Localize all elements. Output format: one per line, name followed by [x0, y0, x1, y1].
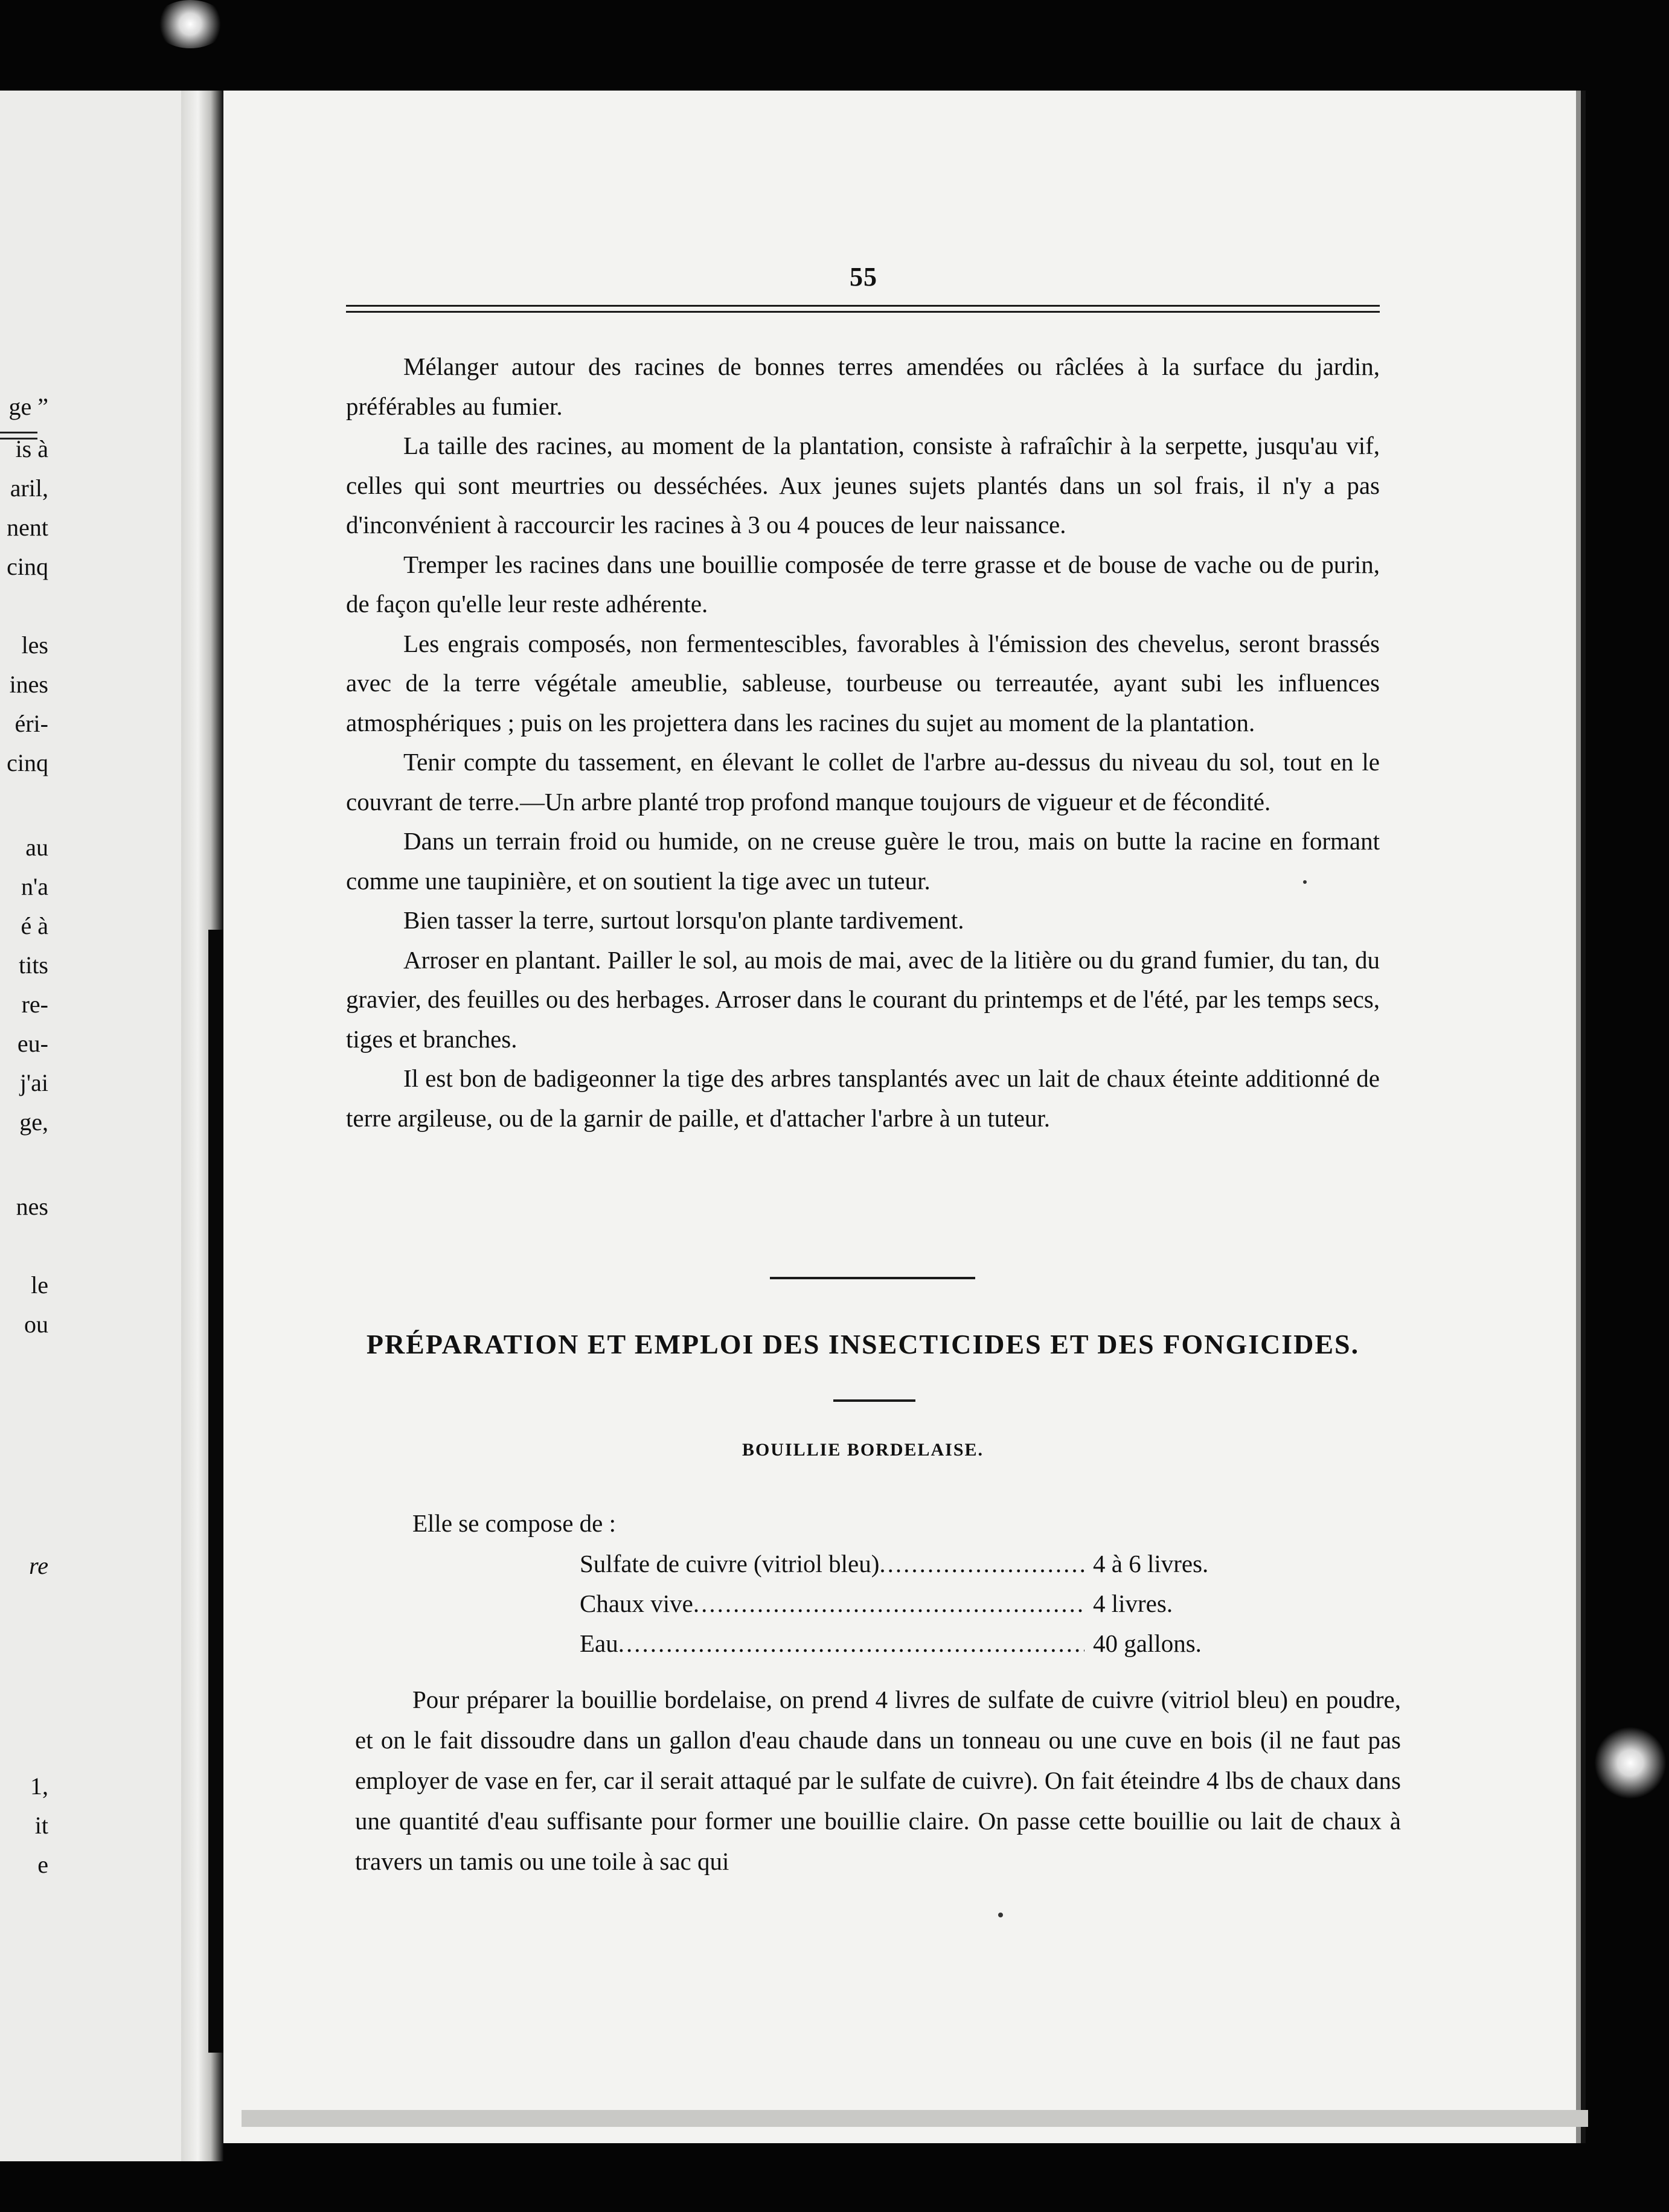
body-text-continued [355, 1680, 1401, 1882]
dot-leader [879, 1544, 1084, 1584]
previous-page-text-fragment: ge, [19, 1108, 48, 1136]
paragraph: Tremper les racines dans une bouillie composée de terre grasse et de bouse de vache ou de purin, de façon qu'elle leur reste adhérente. [346, 550, 1380, 618]
previous-page-text-fragment: au [25, 834, 48, 861]
previous-page-text-fragment: re- [21, 991, 48, 1018]
paragraph: Dans un terrain froid ou humide, on ne creuse guère le trou, mais on butte la racine en formant comme une taupinière, et on soutient la tige avec un tuteur. [346, 827, 1380, 895]
ink-speck [998, 1913, 1003, 1917]
ink-speck [1303, 880, 1307, 884]
previous-page [0, 91, 208, 2161]
section-title: PRÉPARATION ET EMPLOI DES INSECTICIDES ET DES FONGICIDES. [366, 1329, 1360, 1360]
previous-page-text-fragment: é à [21, 912, 48, 939]
previous-page-text-fragment: nent [7, 514, 48, 541]
previous-page-text-fragment: it [34, 1812, 48, 1839]
previous-page-text-fragment: aril, [10, 475, 48, 502]
recipe-ingredient: Chaux vive [580, 1590, 693, 1617]
previous-page-text-fragment: le [31, 1271, 48, 1299]
body-text [346, 347, 1380, 1138]
recipe-quantity: 4 livres. [1093, 1590, 1173, 1617]
recipe-intro: Elle se compose de : [412, 1509, 617, 1537]
previous-page-text-fragment: ge ” [8, 393, 48, 420]
page-bottom-edge [242, 2110, 1588, 2127]
dot-leader [618, 1623, 1084, 1663]
paragraph: Tenir compte du tassement, en élevant le collet de l'arbre au-dessus du niveau du sol, tout en le couvrant de terre.—Un arbre planté trop profond manque toujours de vigueur et de fécondité. [346, 748, 1380, 816]
previous-page-text-fragment: éri- [14, 710, 48, 737]
subsection-title: BOUILLIE BORDELAISE. [742, 1440, 984, 1460]
previous-page-text-fragment: 1, [30, 1772, 48, 1800]
previous-page-text-fragment: eu- [17, 1030, 48, 1057]
recipe-row [580, 1544, 1244, 1584]
previous-page-text-fragment: cinq [7, 553, 48, 580]
previous-page-text-fragment: nes [16, 1193, 48, 1220]
previous-page-text-fragment: cinq [7, 749, 48, 776]
dot-leader [693, 1584, 1084, 1623]
scan-glare [154, 0, 226, 48]
previous-page-text-fragment: n'a [21, 873, 48, 900]
paragraph: Pour préparer la bouillie bordelaise, on prend 4 livres de sulfate de cuivre (vitriol bleu) en poudre, et on le fait dissoudre dans un gallon d'eau chaude dans un tonneau ou une cuve en bois (il ne faut pas employer de vase en fer, car il serait attaqué par le sulfate de cuivre). On fait éteindre 4 lbs de chaux dans une quantité d'eau suffisante pour former une bouillie claire. On passe cette bouillie ou lait de chaux à travers un tamis ou une toile à sac qui [355, 1686, 1401, 1875]
recipe-quantity: 40 gallons. [1093, 1629, 1202, 1657]
section-divider [770, 1277, 975, 1279]
previous-page-text-fragment: tits [19, 951, 48, 979]
scan-glare [1594, 1727, 1667, 1799]
previous-page-text-fragment: les [21, 631, 48, 659]
previous-page-text-fragment: e [37, 1851, 48, 1878]
paragraph: Arroser en plantant. Pailler le sol, au mois de mai, avec de la litière ou du grand fumier, du tan, du gravier, des feuilles ou des herbages. Arroser dans le courant du printemps et de l'été, par les temps secs, tiges et branches. [346, 945, 1380, 1053]
paragraph: Il est bon de badigeonner la tige des arbres tansplantés avec un lait de chaux éteinte additionné de terre argileuse, ou de la garnir de paille, et d'attacher l'arbre à un tuteur. [346, 1064, 1380, 1132]
recipe-list [580, 1544, 1244, 1663]
previous-page-text-fragment: ines [9, 671, 48, 698]
page-number: 55 [850, 262, 877, 292]
previous-page-text-fragment: is à [15, 435, 48, 462]
recipe-row [580, 1623, 1244, 1663]
title-divider [833, 1399, 915, 1402]
paragraph: La taille des racines, au moment de la plantation, consiste à rafraîchir à la serpette, jusqu'au vif, celles qui sont meurtries ou desséchées. Aux jeunes sujets plantés dans un sol frais, il n'y a pas d'inconvénient à raccourcir les racines à 3 ou 4 pouces de leur naissance. [346, 432, 1380, 539]
header-rule [346, 305, 1380, 313]
previous-page-text-fragment: j'ai [19, 1069, 48, 1096]
recipe-quantity: 4 à 6 livres. [1093, 1550, 1209, 1577]
paragraph: Bien tasser la terre, surtout lorsqu'on plante tardivement. [403, 906, 964, 934]
recipe-ingredient: Eau [580, 1629, 618, 1657]
paragraph: Mélanger autour des racines de bonnes terres amendées ou râclées à la surface du jardin, préférables au fumier. [346, 353, 1380, 420]
previous-page-text-fragment: ou [24, 1311, 48, 1338]
paragraph: Les engrais composés, non fermentescibles, favorables à l'émission des chevelus, seront brassés avec de la terre végétale ameublie, sableuse, tourbeuse ou terreautée, ayant subi les influences atmosphériques ; puis on les projettera dans les racines du sujet au moment de la plantation. [346, 629, 1380, 737]
previous-page-text-fragment: re [29, 1552, 48, 1579]
recipe-ingredient: Sulfate de cuivre (vitriol bleu) [580, 1550, 880, 1577]
recipe-row [580, 1584, 1244, 1623]
